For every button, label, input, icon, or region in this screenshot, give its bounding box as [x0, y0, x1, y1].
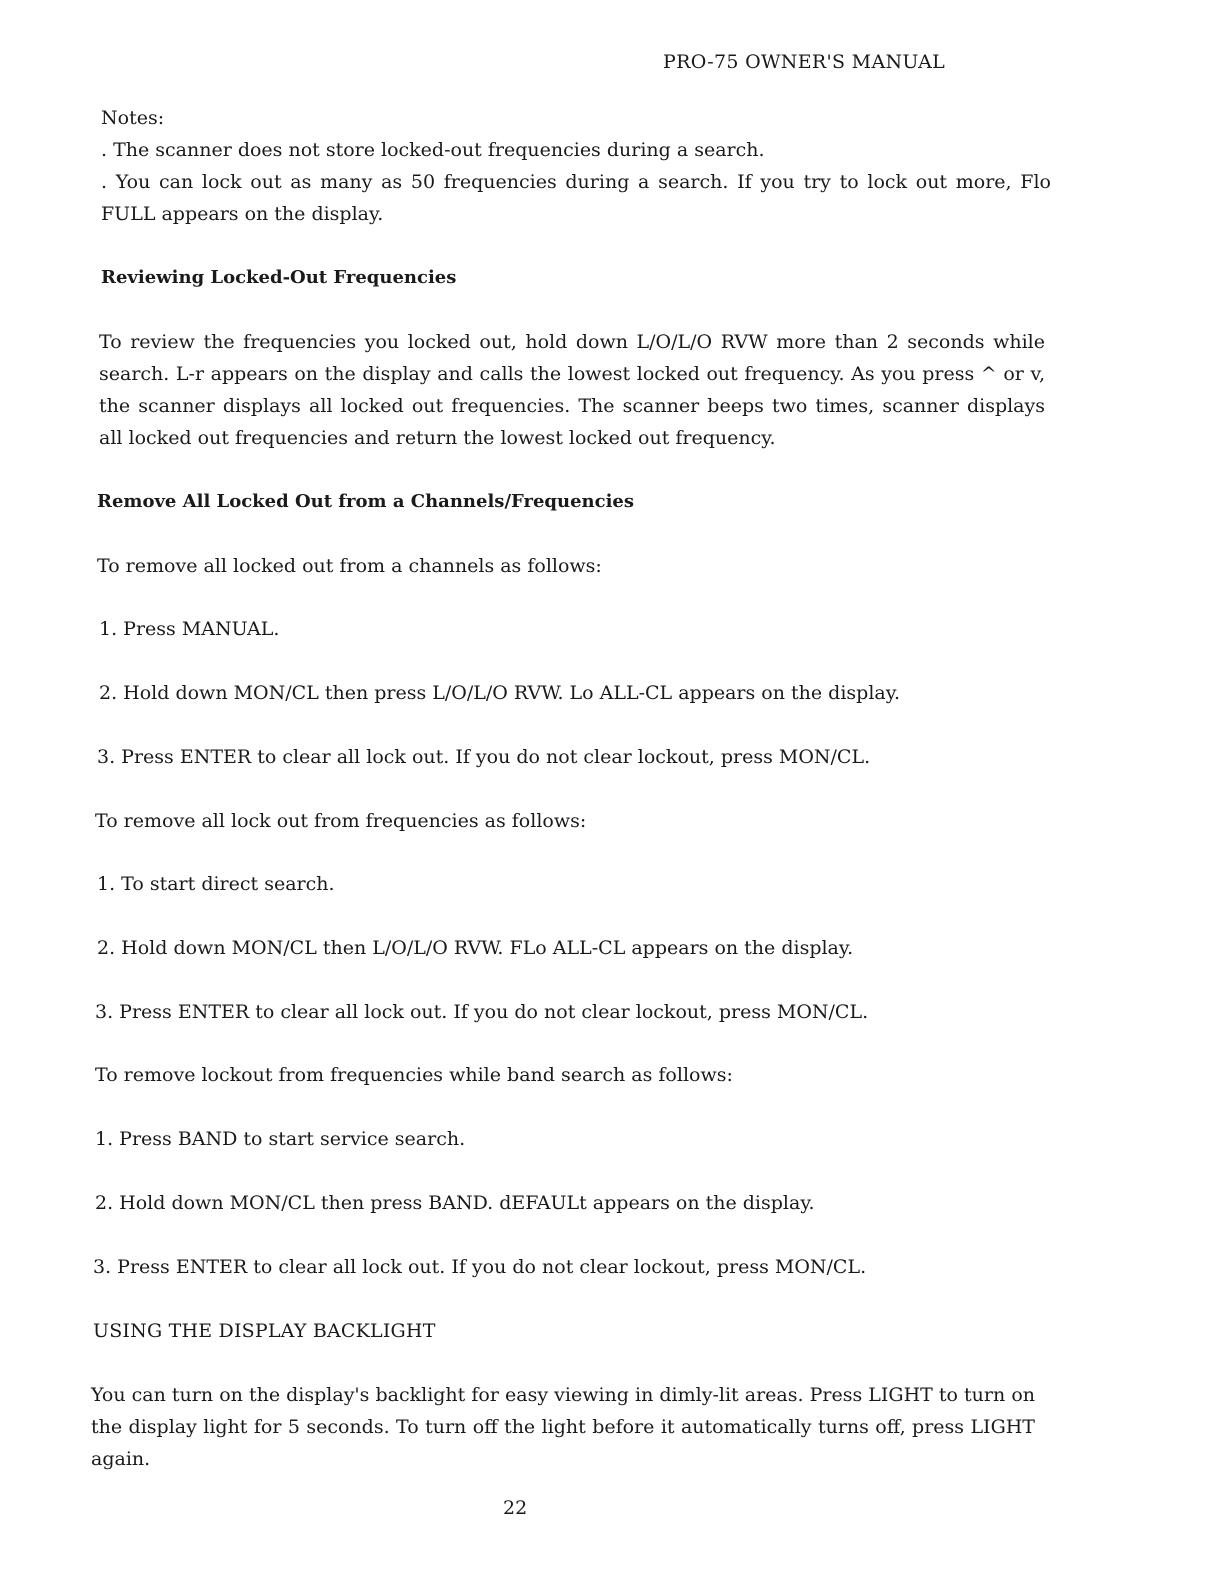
- frequencies-step: 2. Hold down MON/CL then L/O/L/O RVW. FLo ALL-CL appears on the display.: [97, 937, 854, 959]
- frequencies-step: 1. To start direct search.: [97, 873, 335, 895]
- band-step: 3. Press ENTER to clear all lock out. If you do not clear lockout, press MON/CL.: [93, 1256, 867, 1278]
- reviewing-body: To review the frequencies you locked out, hold down L/O/L/O RVW more than 2 seconds while search. L-r appears on the display and calls the lowest locked out frequency. As you press ^ or v, the scanner displays all locked out frequencies. The scanner beeps two times, scanner displays all locked out frequencies and return the lowest locked out frequency.: [99, 331, 1045, 449]
- channels-step: 1. Press MANUAL.: [99, 618, 280, 640]
- backlight-body: You can turn on the display's backlight for easy viewing in dimly-lit areas. Press LIGHT to turn on the display light for 5 seconds. To turn off the light before it automatically turns off, press LIGHT again.: [91, 1384, 1035, 1470]
- frequencies-step: 3. Press ENTER to clear all lock out. If you do not clear lockout, press MON/CL.: [95, 1001, 869, 1023]
- frequencies-intro: To remove all lock out from frequencies as follows:: [95, 810, 587, 832]
- channels-step: 3. Press ENTER to clear all lock out. If you do not clear lockout, press MON/CL.: [97, 746, 871, 768]
- band-step: 1. Press BAND to start service search.: [95, 1128, 466, 1150]
- channels-intro: To remove all locked out from a channels as follows:: [97, 555, 602, 577]
- section-heading-reviewing: Reviewing Locked-Out Frequencies: [101, 267, 457, 288]
- band-intro: To remove lockout from frequencies while band search as follows:: [95, 1064, 733, 1086]
- page-header-title: PRO-75 OWNER'S MANUAL: [663, 51, 946, 73]
- section-heading-remove-all: Remove All Locked Out from a Channels/Frequencies: [97, 491, 635, 512]
- note-item: . The scanner does not store locked-out frequencies during a search.: [101, 139, 765, 161]
- section-heading-backlight: USING THE DISPLAY BACKLIGHT: [93, 1320, 436, 1342]
- band-step: 2. Hold down MON/CL then press BAND. dEFAULt appears on the display.: [95, 1192, 815, 1214]
- note-item: . You can lock out as many as 50 frequencies during a search. If you try to lock out more, Flo FULL appears on the display.: [101, 171, 1051, 225]
- notes-label: Notes:: [101, 107, 165, 129]
- channels-step: 2. Hold down MON/CL then press L/O/L/O RVW. Lo ALL-CL appears on the display.: [99, 682, 900, 704]
- page-number: 22: [503, 1497, 528, 1519]
